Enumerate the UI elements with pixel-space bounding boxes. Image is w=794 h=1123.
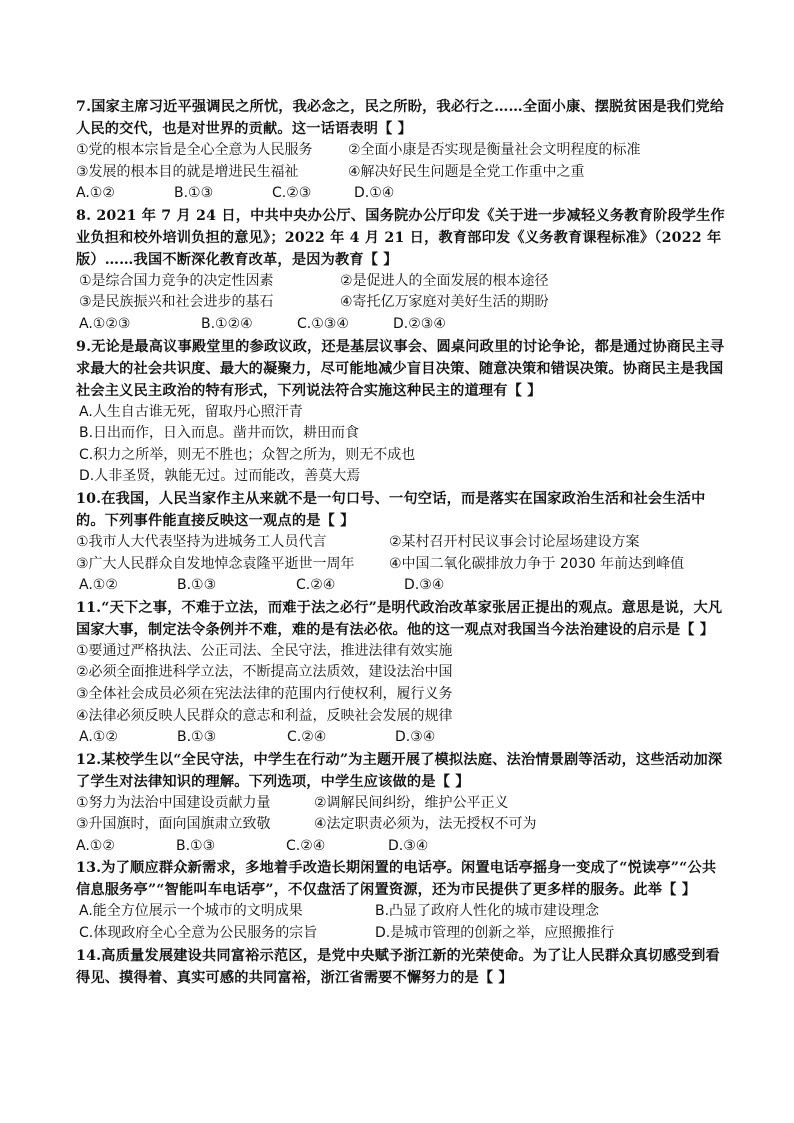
question-7 <box>76 96 726 205</box>
option-row <box>76 814 726 836</box>
choice-c: C.②④ <box>287 729 327 746</box>
question-9 <box>76 336 726 488</box>
question-stem: 13.为了顺应群众新需求，多地着手改造长期闲置的电话亭。闲置电话亭摇身一变成了“悦读亭”“公共信息服务亭”“智能叫车电话亭”，不仅盘活了闲置资源，还为市民提供了更多样的服务。此举【 】 <box>76 860 717 899</box>
question-12 <box>76 749 726 858</box>
choice-b: B.①②④ <box>201 315 253 332</box>
choice-d: D.③④ <box>395 729 436 746</box>
question-stem: 11.“天下之事，不难于立法，而难于法之必行”是明代政治改革家张居正提出的观点。意思是说，大凡国家大事，制定法令条例并不难，难的是有法必依。他的这一观点对我国当今法治建设的启示是【 】 <box>76 599 723 638</box>
choice-row <box>76 923 726 945</box>
option-4: ④中国二氧化碳排放力争于 2030 年前达到峰值 <box>389 555 685 572</box>
question-13 <box>76 857 726 944</box>
choice-c: C.②④ <box>286 837 326 854</box>
answer-choices <box>76 314 726 336</box>
choice-d: D.③④ <box>388 837 429 854</box>
question-stem: 8. 2021 年 7 月 24 日，中共中央办公厅、国务院办公厅印发《关于进一步减轻义务教育阶段学生作业负担和校外培训负担的意见》；2022 年 4 月 21 日，教育部印发《义务教育课程标准》（2022 年版）……我国不断深化教育改革，是因为教育【 】 <box>76 207 725 268</box>
answer-choices <box>76 575 726 597</box>
choice-b: B.①③ <box>174 185 214 202</box>
question-stem: 14.高质量发展建设共同富裕示范区，是党中央赋予浙江新的光荣使命。为了让人民群众真切感受到看得见、摸得着、真实可感的共同富裕，浙江省需要不懈努力的是【 】 <box>76 947 720 986</box>
option-row <box>76 532 726 554</box>
choice-d: D.人非圣贤，孰能无过。过而能改，善莫大焉 <box>79 468 361 485</box>
question-14 <box>76 945 726 989</box>
option-2: ②必须全面推进科学立法，不断提高立法质效，建设法治中国 <box>76 664 453 681</box>
option-3: ③广大人民群众自发地悼念袁隆平逝世一周年 <box>76 555 355 572</box>
answer-choices <box>76 183 726 205</box>
choice-b: B.①③ <box>177 729 217 746</box>
option-2: ②是促进人的全面发展的根本途径 <box>340 272 549 289</box>
question-stem: 9.无论是最高议事殿堂里的参政议政，还是基层议事会、圆桌问政里的讨论争论，都是通过协商民主寻求最大的社会共识度、最大的凝聚力，尽可能地减少盲目决策、随意决策和错误决策。协商民主是我国社会主义民主政治的特有形式，下列说法符合实施这种民主的道理有【 】 <box>76 338 725 399</box>
choice-a: A.能全方位展示一个城市的文明成果 <box>79 903 303 920</box>
option-1: ①努力为法治中国建设贡献力量 <box>76 794 271 811</box>
option-1: ①是综合国力竞争的决定性因素 <box>79 272 274 289</box>
choice-c: C.①③④ <box>297 315 349 332</box>
choice-b: B.凸显了政府人性化的城市建设理念 <box>375 903 600 920</box>
exam-page <box>76 96 726 989</box>
choice-a: A.①② <box>76 185 115 202</box>
question-11 <box>76 597 726 749</box>
option-4: ④法定职责必须为，法无授权不可为 <box>314 816 537 833</box>
option-4: ④解决好民生问题是全党工作重中之重 <box>348 163 585 180</box>
option-2: ②全面小康是否实现是衡量社会文明程度的标准 <box>348 142 641 158</box>
option-1: ①要通过严格执法、公正司法、全民守法，推进法律有效实施 <box>76 642 453 659</box>
choice-a: A.①② <box>79 729 118 746</box>
question-10 <box>76 488 726 597</box>
option-3: ③是民族振兴和社会进步的基石 <box>79 294 274 311</box>
choice-d: D.②③④ <box>393 315 446 332</box>
choice-row <box>76 901 726 923</box>
choice-b: B.①③ <box>177 577 217 594</box>
option-row <box>76 162 726 184</box>
option-4: ④寄托亿万家庭对美好生活的期盼 <box>340 294 549 311</box>
answer-choices <box>76 727 726 749</box>
choice-a: A.①② <box>79 577 118 594</box>
option-2: ②调解民间纠纷，维护公平正义 <box>314 794 509 811</box>
choice-b: B.日出而作，日入而息。凿井而饮，耕田而食 <box>79 425 360 442</box>
choice-d: D.①④ <box>354 185 395 202</box>
choice-b: B.①③ <box>176 837 216 854</box>
option-2: ②某村召开村民议事会讨论屋场建设方案 <box>389 533 640 550</box>
option-1: ①党的根本宗旨是全心全意为人民服务 <box>76 142 313 158</box>
choice-a: A.①②③ <box>79 315 131 332</box>
option-4: ④法律必须反映人民群众的意志和利益，反映社会发展的规律 <box>76 707 453 724</box>
option-row <box>76 271 726 293</box>
choice-d: D.③④ <box>404 577 445 594</box>
choice-c: C.②④ <box>296 577 336 594</box>
option-row <box>76 292 726 314</box>
choice-a: A.①② <box>76 837 115 854</box>
question-stem: 12.某校学生以“全民守法，中学生在行动”为主题开展了模拟法庭、法治情景剧等活动，这些活动加深了学生对法律知识的理解。下列选项，中学生应该做的是【 】 <box>76 751 723 790</box>
question-stem: 7.国家主席习近平强调民之所忧，我必念之，民之所盼，我必行之……全面小康、摆脱贫困是我们党给人民的交代，也是对世界的贡献。这一话语表明【 】 <box>76 99 725 137</box>
option-row <box>76 793 726 815</box>
choice-c: C.体现政府全心全意为公民服务的宗旨 <box>79 925 318 942</box>
option-3: ③升国旗时，面向国旗肃立致敬 <box>76 816 271 833</box>
question-stem: 10.在我国，人民当家作主从来就不是一句口号、一句空话，而是落实在国家政治生活和社会生活中的。下列事件能直接反映这一观点的是【 】 <box>76 490 706 529</box>
option-row <box>76 554 726 576</box>
choice-d: D.是城市管理的创新之举，应照搬推行 <box>375 925 615 942</box>
option-3: ③全体社会成员必须在宪法法律的范围内行使权利，履行义务 <box>76 685 453 702</box>
option-row <box>76 140 726 162</box>
question-8 <box>76 205 726 336</box>
choice-c: C.积力之所举，则无不胜也；众智之所为，则无不成也 <box>79 446 416 463</box>
option-1: ①我市人大代表坚持为进城务工人员代言 <box>76 533 327 550</box>
choice-c: C.②③ <box>272 185 312 202</box>
choice-a: A.人生自古谁无死，留取丹心照汗青 <box>79 403 303 420</box>
answer-choices <box>76 836 726 858</box>
option-3: ③发展的根本目的就是增进民生福祉 <box>76 163 299 180</box>
